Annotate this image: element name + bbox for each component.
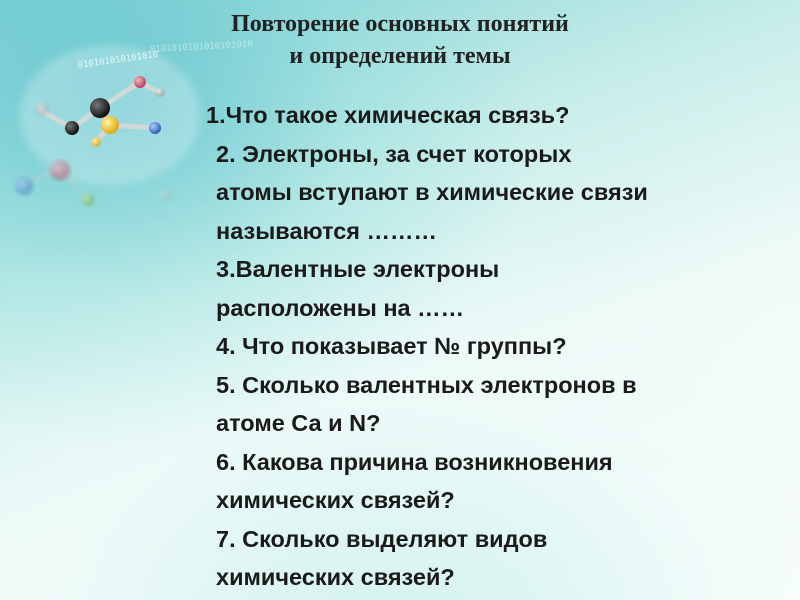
question-line: 1.Что такое химическая связь? — [206, 102, 570, 128]
atom-carbon — [65, 121, 79, 135]
question-line: 4. Что показывает № группы? — [216, 333, 567, 359]
atom-background — [159, 189, 171, 201]
atom-carbon — [90, 98, 110, 118]
question-line: 6. Какова причина возникновения — [216, 448, 613, 475]
atom-background — [35, 101, 49, 115]
binary-strip-1: 010101010101010 — [77, 49, 159, 71]
question-line: химических связей? — [216, 487, 455, 513]
slide-title — [140, 8, 660, 72]
atom-nitrogen — [149, 122, 161, 134]
question-line: 2. Электроны, за счет которых — [216, 140, 572, 167]
question-line: 3.Валентные электроны — [216, 256, 500, 282]
question-line: атоме Са и N? — [216, 410, 381, 436]
atom-sulfur — [101, 116, 119, 134]
question-line: атомы вступают в химические связи — [216, 179, 648, 205]
questions-list — [200, 96, 790, 597]
atom-hydrogen — [155, 87, 165, 97]
binary-strip-2: 0101010101010101010 — [149, 39, 253, 55]
atom-background — [82, 194, 94, 206]
atom-background — [15, 177, 33, 195]
atom-red — [134, 76, 146, 88]
atom-background — [50, 160, 70, 180]
atom-small-yellow — [91, 137, 101, 147]
question-line: расположены на …… — [216, 294, 465, 321]
question-line: 5. Сколько валентных электронов в — [216, 371, 637, 398]
question-line: называются ……… — [216, 217, 438, 244]
slide-title-line-1: Повторение основных понятий — [231, 11, 569, 37]
question-line: химических связей? — [216, 564, 455, 590]
question-line: 7. Сколько выделяют видов — [216, 525, 548, 552]
slide-title-line-2: и определений темы — [289, 43, 511, 69]
